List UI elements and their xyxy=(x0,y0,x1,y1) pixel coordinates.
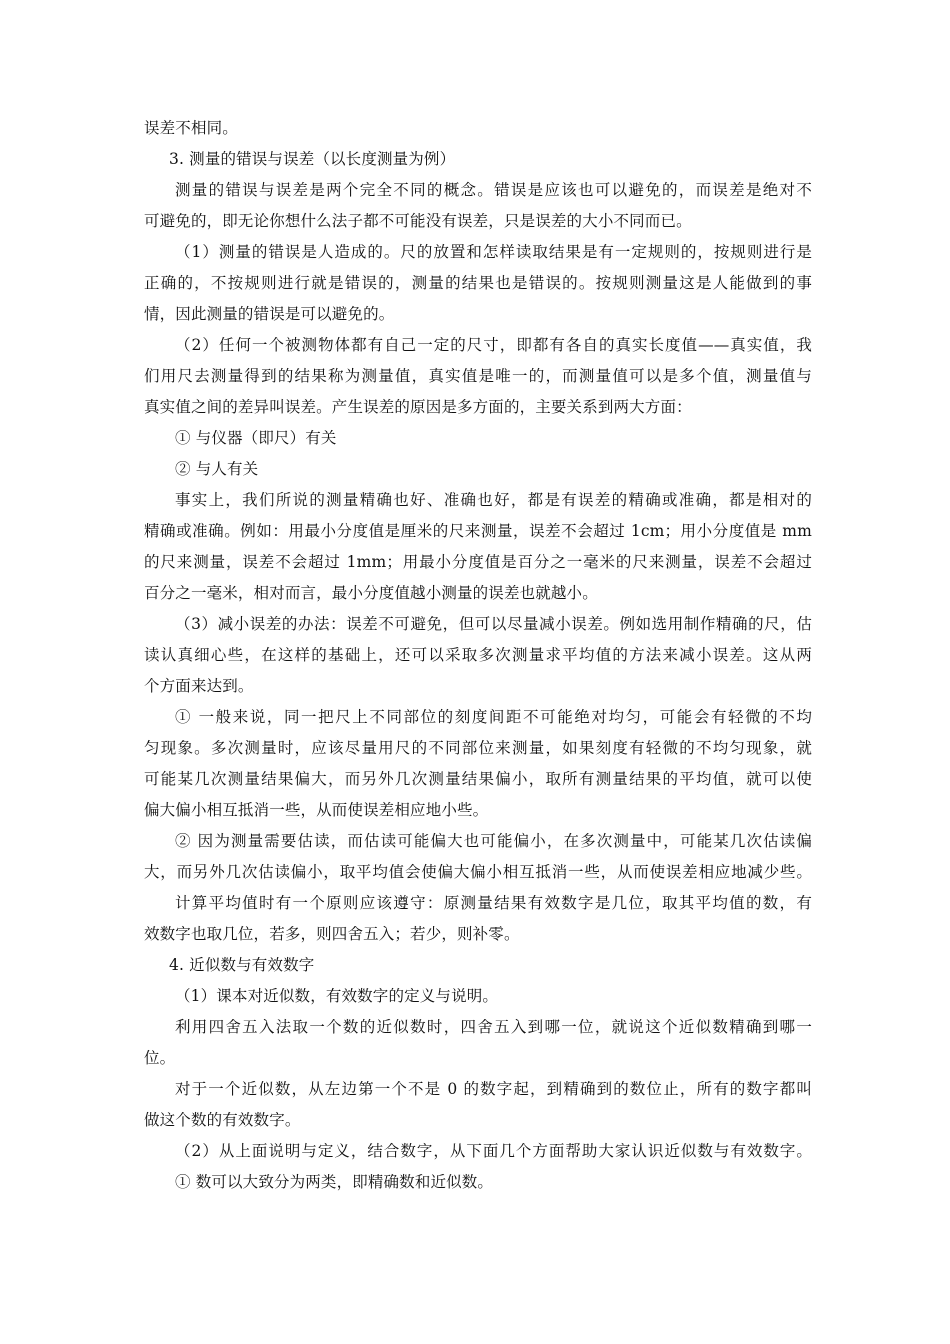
text-line: 3. 测量的错误与误差（以长度测量为例） xyxy=(169,150,456,168)
text-line: 计算平均值时有一个原则应该遵守：原测量结果有效数字是几位，取其平均值的数，有 xyxy=(175,894,812,912)
text-line: ① 数可以大致分为两类，即精确数和近似数。 xyxy=(175,1173,494,1191)
text-line: （1）测量的错误是人造成的。尺的放置和怎样读取结果是有一定规则的，按规则进行是 xyxy=(175,243,812,261)
text-line: 误差不相同。 xyxy=(144,119,238,137)
text-line: 们用尺去测量得到的结果称为测量值，真实值是唯一的，而测量值可以是多个值，测量值与 xyxy=(144,367,812,385)
text-line: 做这个数的有效数字。 xyxy=(144,1111,301,1129)
text-line: 事实上，我们所说的测量精确也好、准确也好，都是有误差的精确或准确，都是相对的 xyxy=(175,491,812,509)
text-line: ② 因为测量需要估读，而估读可能偏大也可能偏小，在多次测量中，可能某几次估读偏 xyxy=(175,832,812,850)
text-line: 百分之一毫米，相对而言，最小分度值越小测量的误差也就越小。 xyxy=(144,584,598,602)
text-line: 利用四舍五入法取一个数的近似数时，四舍五入到哪一位，就说这个近似数精确到哪一 xyxy=(175,1018,812,1036)
text-line: 匀现象。多次测量时，应该尽量用尺的不同部位来测量，如果刻度有轻微的不均匀现象，就 xyxy=(144,739,812,757)
text-line: 精确或准确。例如：用最小分度值是厘米的尺来测量，误差不会超过 1cm；用小分度值是 mm xyxy=(144,522,812,540)
text-line: 的尺来测量，误差不会超过 1mm；用最小分度值是百分之一毫米的尺来测量，误差不会超过 xyxy=(144,553,812,571)
text-line: 大，而另外几次估读偏小，取平均值会使偏大偏小相互抵消一些，从而使误差相应地减少些。 xyxy=(144,863,812,881)
text-line: 情，因此测量的错误是可以避免的。 xyxy=(144,305,395,323)
text-line: 真实值之间的差异叫误差。产生误差的原因是多方面的，主要关系到两大方面： xyxy=(144,398,692,416)
text-line: 效数字也取几位，若多，则四舍五入；若少，则补零。 xyxy=(144,925,520,943)
text-line: 偏大偏小相互抵消一些，从而使误差相应地小些。 xyxy=(144,801,489,819)
text-line: 正确的，不按规则进行就是错误的，测量的结果也是错误的。按规则测量这是人能做到的事 xyxy=(144,274,812,292)
text-line: 读认真细心些，在这样的基础上，还可以采取多次测量求平均值的方法来减小误差。这从两 xyxy=(144,646,812,664)
text-line: （2）任何一个被测物体都有自己一定的尺寸，即都有各自的真实长度值——真实值，我 xyxy=(175,336,812,354)
text-line: ① 一般来说，同一把尺上不同部位的刻度间距不可能绝对均匀，可能会有轻微的不均 xyxy=(175,708,812,726)
text-line: 对于一个近似数，从左边第一个不是 0 的数字起，到精确到的数位止，所有的数字都叫 xyxy=(175,1080,812,1098)
text-line: 位。 xyxy=(144,1049,176,1067)
text-line: （1）课本对近似数，有效数字的定义与说明。 xyxy=(175,987,499,1005)
text-line: （3）减小误差的办法：误差不可避免，但可以尽量减小误差。例如选用制作精确的尺，估 xyxy=(175,615,812,633)
text-line: 可避免的，即无论你想什么法子都不可能没有误差，只是误差的大小不同而已。 xyxy=(144,212,692,230)
text-line: 可能某几次测量结果偏大，而另外几次测量结果偏小，取所有测量结果的平均值，就可以使 xyxy=(144,770,812,788)
text-line: ② 与人有关 xyxy=(175,460,259,478)
text-line: ① 与仪器（即尺）有关 xyxy=(175,429,337,447)
text-line: 个方面来达到。 xyxy=(144,677,254,695)
text-line: 4. 近似数与有效数字 xyxy=(169,956,315,974)
document-page xyxy=(144,113,812,1198)
text-line: （2）从上面说明与定义，结合数字，从下面几个方面帮助大家认识近似数与有效数字。 xyxy=(175,1142,812,1160)
text-line: 测量的错误与误差是两个完全不同的概念。错误是应该也可以避免的，而误差是绝对不 xyxy=(175,181,812,199)
